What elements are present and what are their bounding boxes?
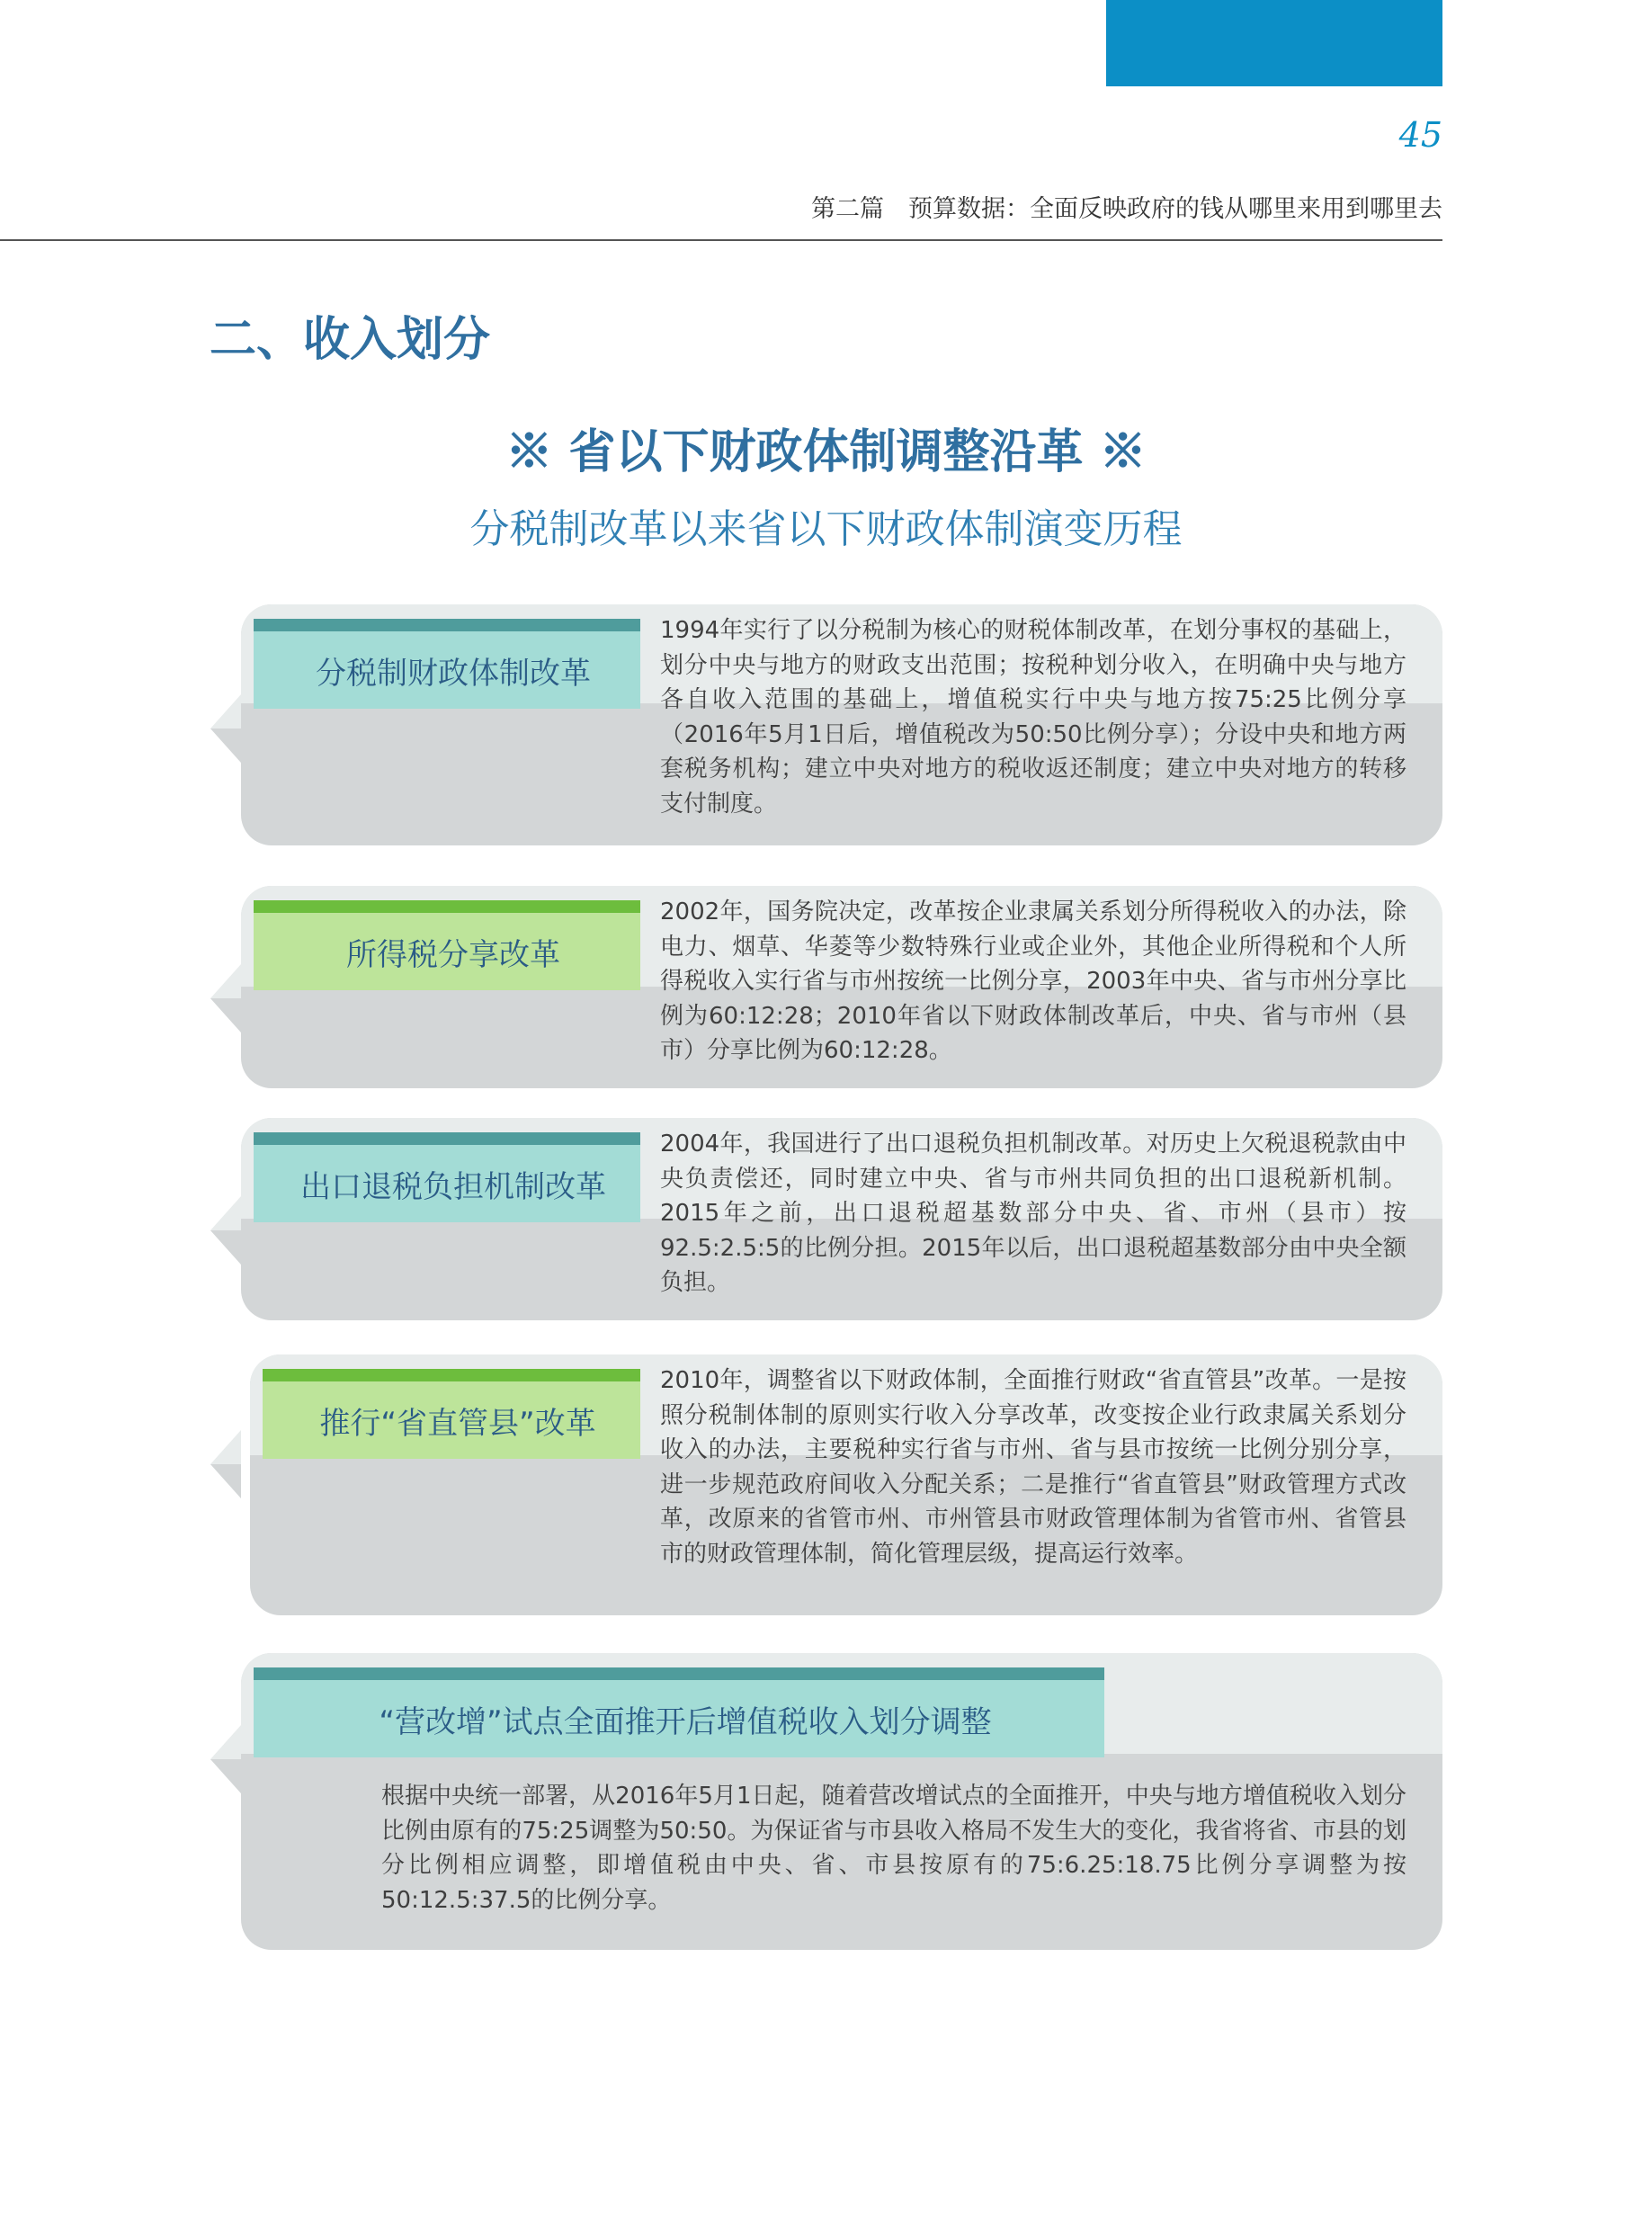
reform-label-tag: [254, 619, 640, 709]
running-header: 第二篇 预算数据：全面反映政府的钱从哪里来用到哪里去: [811, 195, 1442, 223]
main-title: ※ 省以下财政体制调整沿革 ※: [505, 425, 1147, 479]
card-pointer: [210, 1725, 241, 1793]
page-number: 45: [1398, 115, 1442, 155]
reform-description: 2010年，调整省以下财政体制，全面推行财政“省直管县”改革。一是按照分税制体制的原则实行收入分享改革，改变按企业行政隶属关系划分收入的办法，主要税种实行省与市州、省与县市按统一比例分别分享，进一步规范政府间收入分配关系；二是推行“省直管县”财政管理方式改革，改原来的省管市州、市州管县市财政管理体制为省管市州、省管县市的财政管理体制，简化管理层级，提高运行效率。: [660, 1367, 1406, 1568]
reform-description: 2002年，国务院决定，改革按企业隶属关系划分所得税收入的办法，除电力、烟草、华菱等少数特殊行业或企业外，其他企业所得税和个人所得税收入实行省与市州按统一比例分享，2003年中央、省与市州分享比例为60:12:28；2010年省以下财政体制改革后，中央、省与市州（县市）分享比例为60:12:28。: [660, 898, 1406, 1064]
reform-label: 出口退税负担机制改革: [300, 1168, 606, 1205]
reform-card-export-rebate: [241, 1118, 1442, 1320]
reform-label: 所得税分享改革: [346, 936, 560, 973]
reform-card-tax-sharing: [241, 604, 1442, 845]
reform-description: 根据中央统一部署，从2016年5月1日起，随着营改增试点的全面推开，中央与地方增值税收入划分比例由原有的75:25调整为50:50。为保证省与市县收入格局不发生大的变化，我省将省、市县的划分比例相应调整，即增值税由中央、省、市县按原有的75:6.25:18.75比例分享调整为按50:12.5:37.5的比例分享。: [381, 1783, 1406, 1914]
card-pointer: [210, 1196, 241, 1265]
reform-label: 推行“省直管县”改革: [319, 1405, 596, 1442]
section-title: 二、收入划分: [210, 313, 491, 367]
reform-label-tag: [263, 1369, 640, 1459]
sub-title: 分税制改革以来省以下财政体制演变历程: [469, 506, 1183, 552]
reform-card-province-county: [250, 1354, 1442, 1615]
reform-label-tag: [254, 1132, 640, 1222]
reform-description: 1994年实行了以分税制为核心的财税体制改革，在划分事权的基础上，划分中央与地方的财政支出范围；按税种划分收入，在明确中央与地方各自收入范围的基础上，增值税实行中央与地方按75:25比例分享（2016年5月1日后，增值税改为50:50比例分享）；分设中央和地方两套税务机构；建立中央对地方的税收返还制度；建立中央对地方的转移支付制度。: [660, 617, 1406, 818]
reform-label-tag: [254, 1667, 1104, 1757]
header-color-tab: [1106, 0, 1442, 86]
card-pointer: [210, 694, 241, 763]
card-pointer: [210, 964, 241, 1033]
reform-description: 2004年，我国进行了出口退税负担机制改革。对历史上欠税退税款由中央负责偿还，同时建立中央、省与市州共同负担的出口退税新机制。2015年之前，出口退税超基数部分中央、省、市州（县市）按92.5:2.5:5的比例分担。2015年以后，出口退税超基数部分由中央全额负担。: [660, 1131, 1406, 1296]
header-rule: [0, 239, 1442, 241]
card-pointer: [210, 1430, 241, 1498]
reform-label: “营改增”试点全面推开后增值税收入划分调整: [379, 1703, 992, 1740]
reform-label-tag: [254, 900, 640, 990]
reform-card-income-tax: [241, 886, 1442, 1088]
reform-card-vat-reform: [241, 1653, 1442, 1950]
reform-label: 分税制财政体制改革: [316, 655, 591, 692]
